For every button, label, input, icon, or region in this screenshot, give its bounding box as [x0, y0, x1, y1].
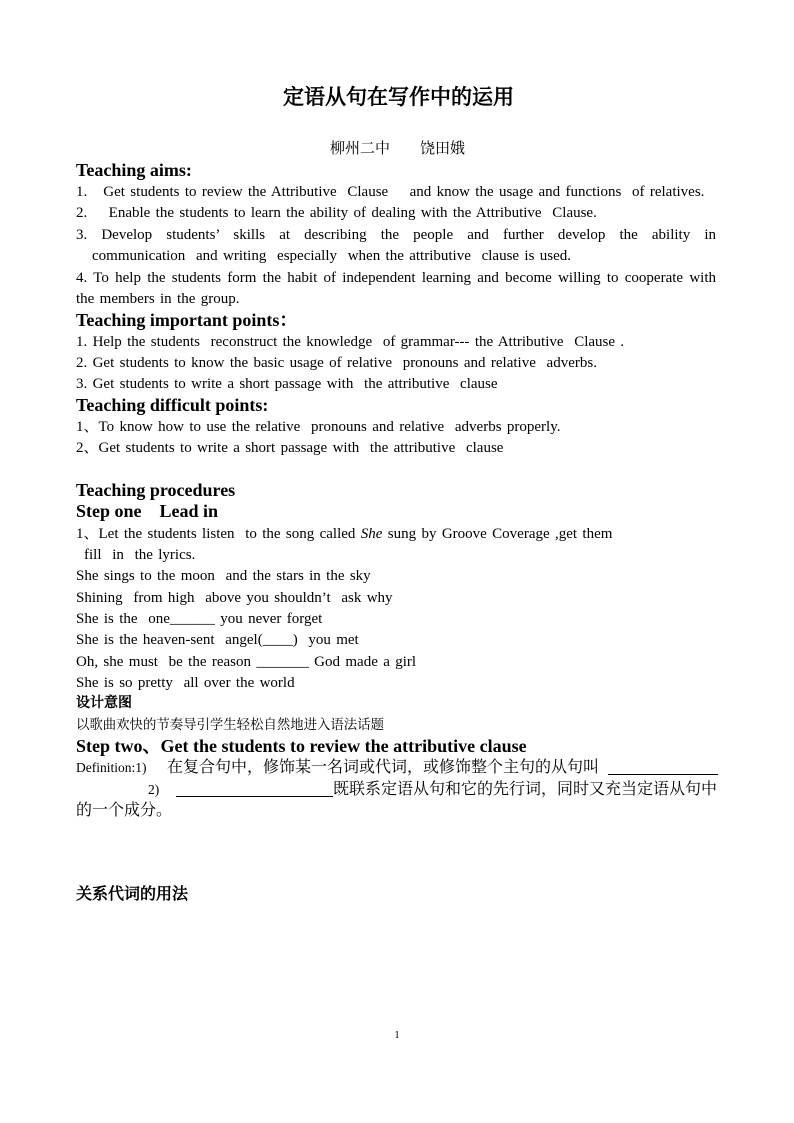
teaching-aims-heading: Teaching aims: [76, 160, 192, 180]
important-point-line: 3. Get students to write a short passage with the attributive clause [76, 376, 498, 392]
definition-label-2: 2) [148, 782, 160, 797]
lead-in-instruction [76, 524, 612, 544]
lyric-line: She sings to the moon and the stars in the sky [76, 568, 371, 584]
definition-text-3: 的一个成分。 [76, 802, 173, 819]
teaching-aim-line: communication and writing especially when the attributive clause is used. [92, 248, 572, 264]
lyric-line: She is the one______ you never forget [76, 611, 323, 627]
lyric-line: She is the heaven-sent angel(____) you met [76, 632, 359, 648]
design-intent-text: 以歌曲欢快的节奏导引学生轻松自然地进入语法话题 [76, 717, 384, 732]
song-title: She [360, 526, 383, 542]
important-point-line: 2. Get students to know the basic usage of relative pronouns and relative adverbs. [76, 355, 597, 371]
difficult-point-line: 1、To know how to use the relative pronouns and relative adverbs properly. [76, 419, 561, 435]
definition-text-1: 在复合句中，修饰某一名词或代词，或修饰整个主句的从句叫 [167, 759, 600, 776]
design-intent-heading: 设计意图 [76, 696, 132, 711]
definition-label-1: Definition:1) [76, 760, 147, 775]
page-number: 1 [394, 1029, 400, 1041]
important-points-heading: Teaching important points： [76, 310, 298, 330]
important-point-line: 1. Help the students reconstruct the knowledge of grammar--- the Attributive Clause . [76, 334, 625, 350]
step-one-heading: Step one Lead in [76, 501, 219, 521]
lead-in-instruction-continued: fill in the lyrics. [84, 547, 196, 563]
lyric-line: Shining from high above you shouldn’t ask why [76, 590, 393, 606]
lyric-line: Oh, she must be the reason _______ God made a girl [76, 654, 417, 670]
step-two-heading: Step two、Get the students to review the attributive clause [76, 736, 527, 756]
document-author: 柳州二中 饶田娥 [330, 141, 466, 157]
relative-pronouns-heading: 关系代词的用法 [76, 886, 189, 903]
difficult-point-line: 2、Get students to write a short passage with the attributive clause [76, 440, 504, 456]
definition-blank-1 [608, 774, 718, 775]
procedures-heading: Teaching procedures [76, 480, 236, 500]
teaching-aim-line: 2. Enable the students to learn the ability of dealing with the Attributive Clause. [76, 205, 597, 221]
lyric-line: She is so pretty all over the world [76, 675, 295, 691]
instruction-text: 1、Let the students listen to the song called [76, 526, 361, 542]
document-title: 定语从句在写作中的运用 [283, 85, 514, 109]
definition-text-2: 既联系定语从句和它的先行词，同时又充当定语从句中 [333, 781, 718, 798]
teaching-aim-line: the members in the group. [76, 291, 240, 307]
instruction-text: sung by Groove Coverage ,get them [382, 526, 613, 542]
definition-blank-2 [176, 796, 333, 797]
difficult-points-heading: Teaching difficult points: [76, 395, 269, 415]
teaching-aim-line: 1. Get students to review the Attributive Clause and know the usage and functions of relatives. [76, 184, 705, 200]
teaching-aim-line: 3. Develop students’ skills at describing the people and further develop the ability in [76, 227, 716, 243]
teaching-aim-line: 4. To help the students form the habit of independent learning and become willing to cooperate with [76, 270, 716, 286]
